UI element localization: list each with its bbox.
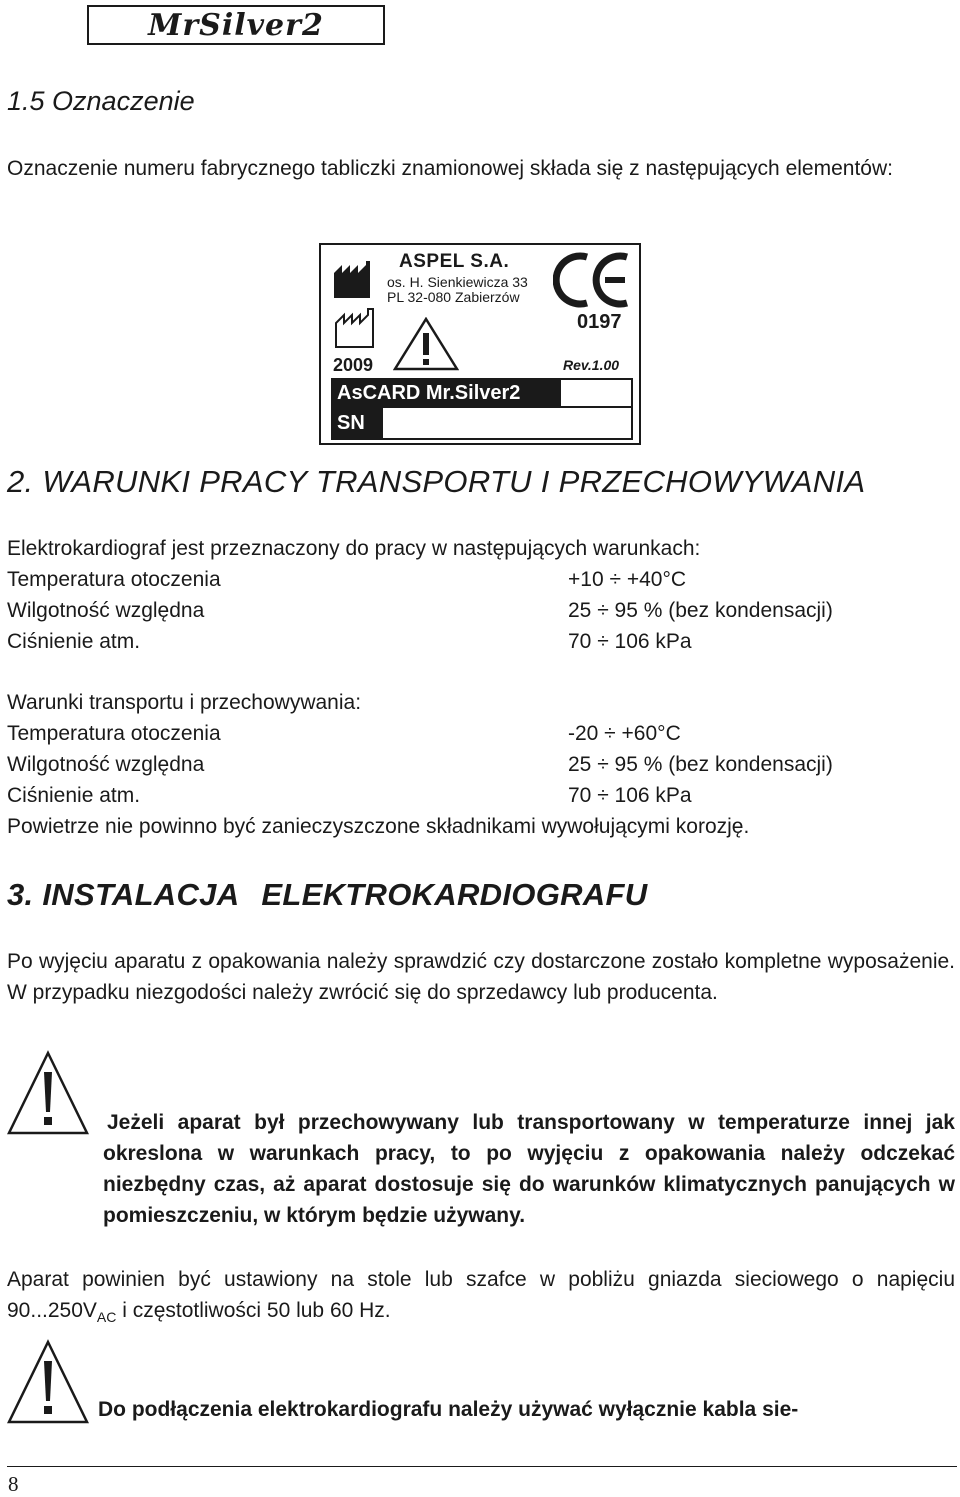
plate-address-line2: PL 32-080 Zabierzów xyxy=(387,289,520,305)
manufacturer-icon xyxy=(333,259,375,299)
section-intro: Oznaczenie numeru fabrycznego tabliczki znamionowej składa się z następujących elementów: xyxy=(7,157,893,180)
warning-temperature-text: Jeżeli aparat był przechowywany lub transportowany w temperaturze innej jak okreslona w warunkach pracy, to po wyjęciu z opakowania należy odczekać niezbędny czas, aż aparat dostosuje się do warunków klimatycznych panujących w pomieszczeniu, w którym będzie używany. xyxy=(103,1111,955,1227)
footer-divider xyxy=(7,1466,957,1467)
work-conditions-intro: Elektrokardiograf jest przeznaczony do pracy w następujących warunkach: xyxy=(7,537,701,560)
plate-sn-label: SN xyxy=(333,408,383,438)
condition-value: 25 ÷ 95 % (bez kondensacji) xyxy=(568,753,833,776)
condition-value: -20 ÷ +60°C xyxy=(568,722,681,745)
manufacture-date-icon xyxy=(333,303,377,349)
plate-address xyxy=(387,275,528,305)
condition-label: Wilgotność względna xyxy=(7,599,205,622)
condition-label: Temperatura otoczenia xyxy=(7,568,221,591)
section-heading-2: 2. WARUNKI PRACY TRANSPORTU I PRZECHOWYWANIA xyxy=(7,464,866,499)
plate-address-line1: os. H. Sienkiewicza 33 xyxy=(387,274,528,290)
warning-icon xyxy=(6,1339,90,1425)
work-condition-row xyxy=(0,564,960,595)
section-heading-1-5: 1.5 Oznaczenie xyxy=(7,86,195,116)
plate-year: 2009 xyxy=(333,355,374,375)
section-heading-3 xyxy=(7,877,647,913)
rating-plate xyxy=(319,243,641,445)
plate-sn-box xyxy=(331,408,633,440)
transport-condition-row xyxy=(0,718,960,749)
warning-icon xyxy=(393,317,459,371)
work-condition-row xyxy=(0,626,960,657)
work-conditions-table xyxy=(0,564,960,657)
condition-value: 70 ÷ 106 kPa xyxy=(568,630,692,653)
unpack-instructions: Po wyjęciu aparatu z opakowania należy sprawdzić czy dostarczone zostało kompletne wyposażenie. W przypadku niezgodości należy zwrócić się do sprzedawcy lub producenta. xyxy=(7,950,955,1004)
transport-condition-row xyxy=(0,780,960,811)
condition-value: +10 ÷ +40°C xyxy=(568,568,687,591)
condition-label: Ciśnienie atm. xyxy=(7,630,141,653)
condition-value: 70 ÷ 106 kPa xyxy=(568,784,692,807)
section-heading-3-part1: 3. INSTALACJA xyxy=(7,877,240,912)
air-quality-note: Powietrze nie powinno być zanieczyszczone składnikami wywołującymi korozję. xyxy=(7,815,750,838)
plate-model-box xyxy=(331,378,633,408)
condition-label: Ciśnienie atm. xyxy=(7,784,141,807)
page-number: 8 xyxy=(8,1472,19,1496)
placement-ac-subscript: AC xyxy=(96,1309,117,1326)
condition-label: Temperatura otoczenia xyxy=(7,722,221,745)
plate-company: ASPEL S.A. xyxy=(399,251,510,272)
transport-conditions-intro: Warunki transportu i przechowywania: xyxy=(7,691,362,714)
warning-cable-text: Do podłączenia elektrokardiografu należy używać wyłącznie kabla sie- xyxy=(98,1398,799,1421)
condition-value: 25 ÷ 95 % (bez kondensacji) xyxy=(568,599,833,622)
work-condition-row xyxy=(0,595,960,626)
condition-label: Wilgotność względna xyxy=(7,753,205,776)
warning-icon xyxy=(6,1050,90,1136)
transport-conditions-table xyxy=(0,718,960,811)
section-heading-3-part2: ELEKTROKARDIOGRAFU xyxy=(261,877,648,912)
placement-instructions xyxy=(7,1264,955,1333)
plate-notified-body: 0197 xyxy=(577,311,622,333)
document-header xyxy=(87,5,385,45)
transport-condition-row xyxy=(0,749,960,780)
placement-text-tail: i częstotliwości 50 lub 60 Hz. xyxy=(116,1299,391,1322)
placement-text: Aparat powinien być ustawiony na stole lub szafce w pobliżu gniazda sieciowego o napięciu 90...250V xyxy=(7,1268,955,1322)
plate-revision: Rev.1.00 xyxy=(563,357,620,373)
plate-model: AsCARD Mr.Silver2 xyxy=(333,380,561,406)
ce-mark-icon xyxy=(553,251,633,309)
header-title: MrSilver2 xyxy=(148,7,324,43)
